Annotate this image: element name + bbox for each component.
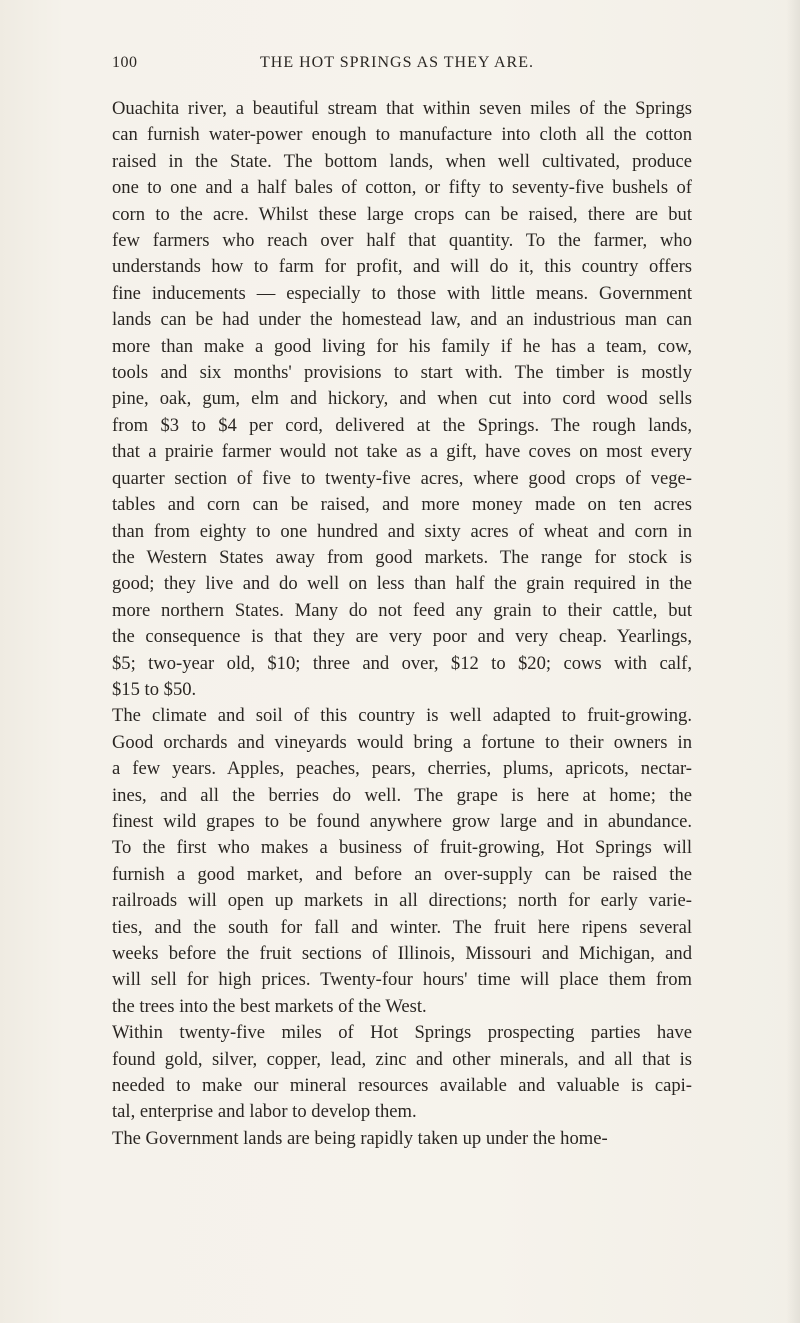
line: one to one and a half bales of cotton, or fifty to seventy-five bushels of xyxy=(112,177,692,199)
line: good; they live and do well on less than half the grain required in the xyxy=(112,573,692,595)
paragraph-fruit-growing xyxy=(112,703,692,1020)
line: To the first who makes a business of fruit-growing, Hot Springs will xyxy=(112,837,692,859)
line: the trees into the best markets of the West. xyxy=(112,995,427,1017)
line: the Western States away from good markets. The range for stock is xyxy=(112,546,692,568)
running-title: THE HOT SPRINGS AS THEY ARE. xyxy=(260,54,534,71)
page-edge-shadow xyxy=(786,0,800,1323)
line: Good orchards and vineyards would bring a fortune to their owners in xyxy=(112,731,692,753)
page-number: 100 xyxy=(112,54,138,71)
line: $5; two-year old, $10; three and over, $12 to $20; cows with calf, xyxy=(112,652,692,674)
line: ines, and all the berries do well. The grape is here at home; the xyxy=(112,784,692,806)
line: a few years. Apples, peaches, pears, cherries, plums, apricots, nectar- xyxy=(112,758,692,780)
line: can furnish water-power enough to manufacture into cloth all the cotton xyxy=(112,124,692,146)
line: than from eighty to one hundred and sixty acres of wheat and corn in xyxy=(112,520,692,542)
line: the consequence is that they are very poor and very cheap. Yearlings, xyxy=(112,626,692,648)
body-text xyxy=(112,96,692,1152)
line: quarter section of five to twenty-five acres, where good crops of vege- xyxy=(112,467,692,489)
line: more than make a good living for his family if he has a team, cow, xyxy=(112,335,692,357)
line: few farmers who reach over half that quantity. To the farmer, who xyxy=(112,230,692,252)
paragraph-minerals xyxy=(112,1020,692,1126)
line: Ouachita river, a beautiful stream that within seven miles of the Springs xyxy=(112,98,692,119)
line: The Government lands are being rapidly taken up under the home- xyxy=(112,1127,608,1149)
line: tables and corn can be raised, and more money made on ten acres xyxy=(112,494,692,516)
line: that a prairie farmer would not take as a gift, have coves on most every xyxy=(112,441,692,463)
line: Within twenty-five miles of Hot Springs prospecting parties have xyxy=(112,1022,692,1044)
paragraph-government-lands xyxy=(112,1126,692,1152)
line: found gold, silver, copper, lead, zinc and other minerals, and all that is xyxy=(112,1048,692,1070)
line: corn to the acre. Whilst these large crops can be raised, there are but xyxy=(112,203,692,225)
line: understands how to farm for profit, and will do it, this country offers xyxy=(112,256,692,278)
line: weeks before the fruit sections of Illinois, Missouri and Michigan, and xyxy=(112,943,692,964)
line: fine inducements — especially to those with little means. Government xyxy=(112,282,692,304)
line: railroads will open up markets in all directions; north for early varie- xyxy=(112,890,692,912)
line: more northern States. Many do not feed any grain to their cattle, but xyxy=(112,599,692,621)
line: furnish a good market, and before an over-supply can be raised the xyxy=(112,863,692,885)
line: pine, oak, gum, elm and hickory, and when cut into cord wood sells xyxy=(112,388,692,410)
line: will sell for high prices. Twenty-four hours' time will place them from xyxy=(112,969,692,991)
line: lands can be had under the homestead law, and an industrious man can xyxy=(112,309,692,331)
line: tools and six months' provisions to start with. The timber is mostly xyxy=(112,362,692,384)
line: $15 to $50. xyxy=(112,678,197,700)
line: from $3 to $4 per cord, delivered at the Springs. The rough lands, xyxy=(112,414,692,436)
line: The climate and soil of this country is well adapted to fruit-growing. xyxy=(112,705,692,727)
line: finest wild grapes to be found anywhere grow large and in abundance. xyxy=(112,810,692,832)
line: tal, enterprise and labor to develop them. xyxy=(112,1101,417,1123)
line: ties, and the south for fall and winter. The fruit here ripens several xyxy=(112,916,692,938)
line: needed to make our mineral resources available and valuable is capi- xyxy=(112,1075,692,1097)
page-header xyxy=(112,54,692,78)
paragraph-farming xyxy=(112,96,692,703)
line: raised in the State. The bottom lands, when well cultivated, produce xyxy=(112,150,692,172)
